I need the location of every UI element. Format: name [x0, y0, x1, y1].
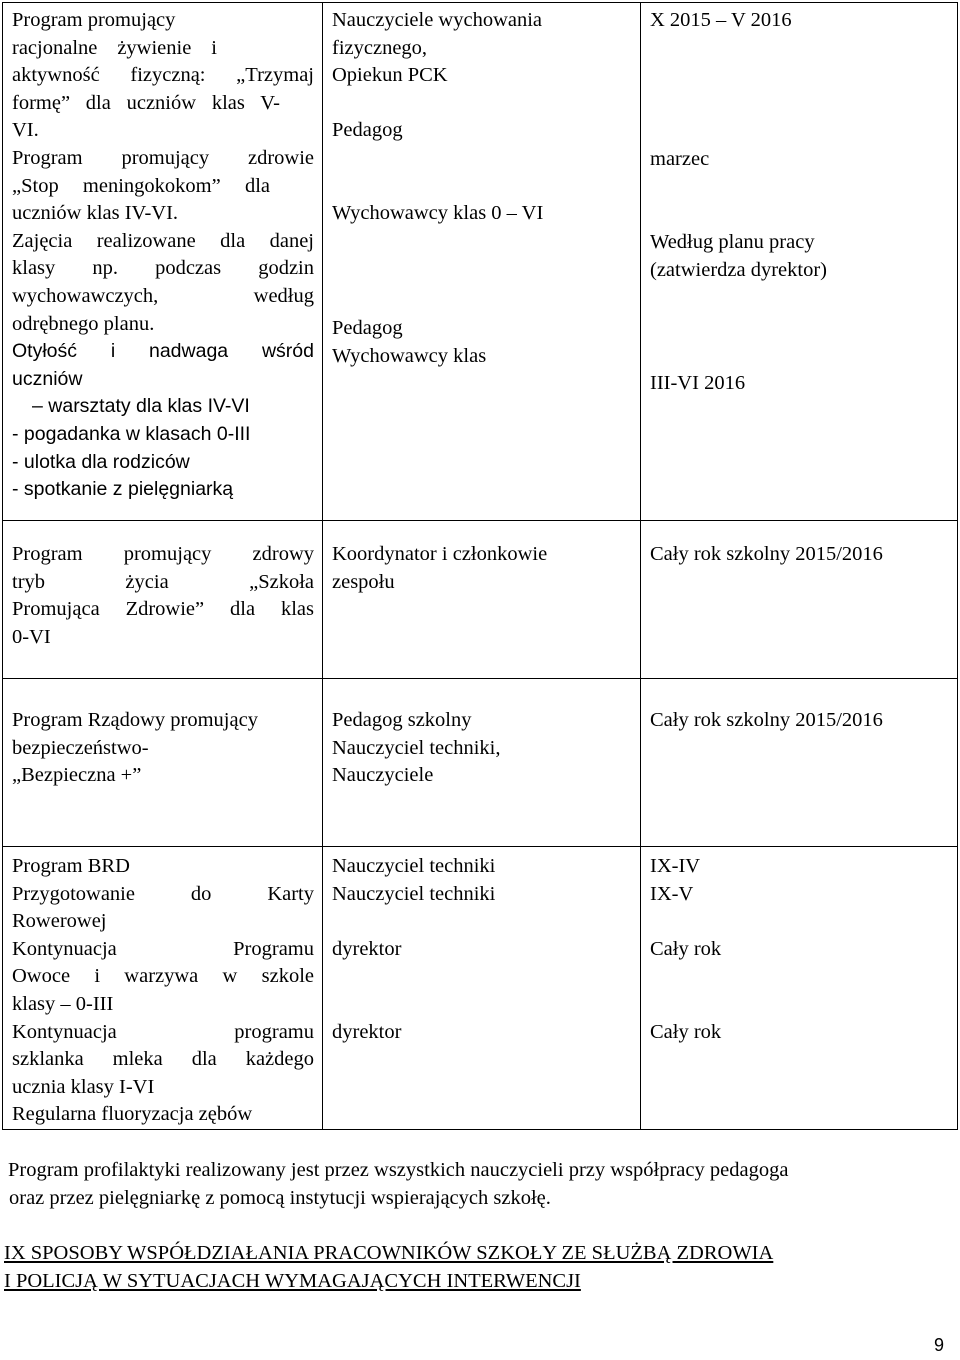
table-row — [3, 3, 958, 521]
responsible-block: Pedagog — [332, 118, 403, 141]
date-cell — [641, 3, 958, 521]
date-cell: IX-IV IX-V Cały rok Cały rok — [641, 847, 958, 1130]
responsible-block: Nauczyciele wychowania fizycznego, Opiekun PCK — [332, 9, 543, 87]
date-block: III-VI 2016 — [650, 372, 746, 395]
section-heading: IX SPOSOBY WSPÓŁDZIAŁANIA PRACOWNIKÓW SZKOŁY ZE SŁUŻBĄ ZDROWIA I POLICJĄ W SYTUACJACH WYMAGAJĄCYCH INTERWENCJI — [4, 1242, 774, 1292]
program-cell: Program Rządowy promujący bezpieczeństwo- „Bezpieczna +” — [3, 679, 323, 847]
program-table — [2, 2, 958, 1130]
program-cell — [3, 3, 323, 521]
date-block: Według planu pracy (zatwierdza dyrektor) — [650, 231, 827, 281]
responsible-block: Pedagog Wychowawcy klas — [332, 316, 487, 367]
responsible-block: Wychowawcy klas 0 – VI — [332, 202, 544, 225]
date-block: marzec — [650, 147, 710, 170]
responsible-cell: Koordynator i członkowie zespołu — [323, 521, 641, 679]
program-cell: Program promujący zdrowy tryb życia „Szkoła Promująca Zdrowie” dla klas 0-VI — [3, 521, 323, 679]
date-cell: Cały rok szkolny 2015/2016 — [641, 521, 958, 679]
table-row — [3, 679, 958, 847]
page-number: 9 — [934, 1335, 945, 1355]
responsible-cell: Pedagog szkolny Nauczyciel techniki, Nauczyciele — [323, 679, 641, 847]
table-row — [3, 847, 958, 1130]
responsible-cell — [323, 3, 641, 521]
program-block: Program promujący racjonalne żywienie i aktywność fizyczną: „Trzymaj formę” dla uczniów klas V- VI. — [12, 9, 314, 142]
responsible-cell: Nauczyciel techniki Nauczyciel techniki dyrektor dyrektor — [323, 847, 641, 1130]
program-cell: Program BRD Przygotowanie do Karty Rowerowej Kontynuacja Programu Owoce i warzywa w szkole klasy – 0-III Kontynuacja programu szklanka mleka dla każdego ucznia klasy I-VI Regularna fluoryzacja zębów — [3, 847, 323, 1130]
program-block: Program promujący zdrowie „Stop meningokokom” dla uczniów klas IV-VI. — [12, 146, 314, 225]
date-block: X 2015 – V 2016 — [650, 9, 792, 31]
table-row — [3, 521, 958, 679]
date-cell: Cały rok szkolny 2015/2016 — [641, 679, 958, 847]
body-paragraph: Program profilaktyki realizowany jest przez wszystkich nauczycieli przy współpracy pedagoga oraz przez pielęgniarkę z pomocą instytucji wspierających szkołę. — [8, 1159, 789, 1209]
program-block: Otyłość i nadwaga wśród uczniów – warsztaty dla klas IV-VI - pogadanka w klasach 0-III - ulotka dla rodziców - spotkanie z pielęgniarką — [12, 340, 314, 501]
program-block: Zajęcia realizowane dla danej klasy np. podczas godzin wychowawczych, według odrębnego planu. — [12, 229, 314, 335]
